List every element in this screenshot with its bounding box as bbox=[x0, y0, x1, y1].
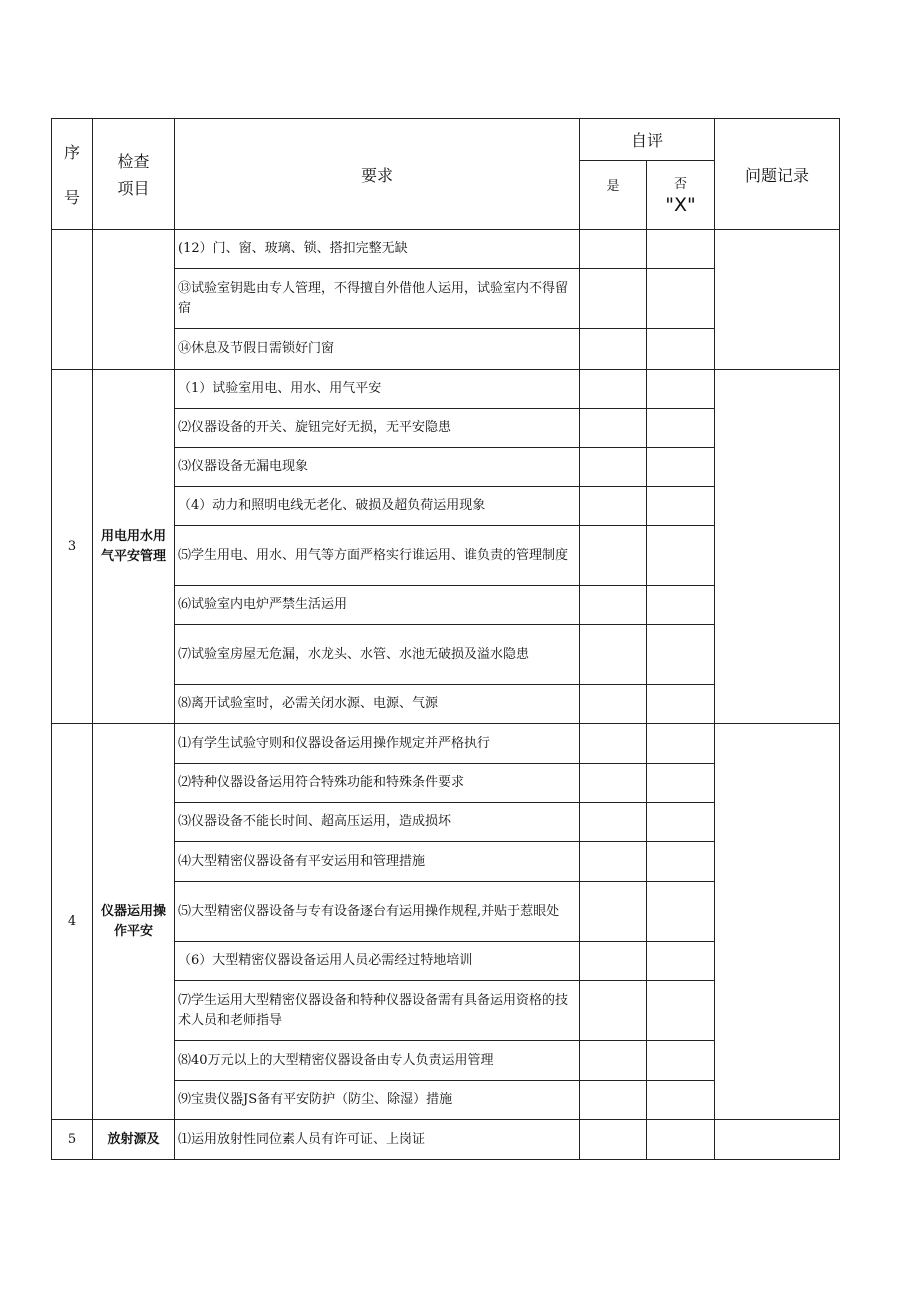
requirement-cell: (12）门、窗、玻璃、锁、搭扣完整无缺 bbox=[175, 230, 580, 269]
no-check-cell[interactable] bbox=[647, 448, 715, 487]
requirement-cell: ⑵仪器设备的开关、旋钮完好无损，无平安隐患 bbox=[175, 409, 580, 448]
header-seq: 序 号 bbox=[52, 119, 93, 230]
no-check-cell[interactable] bbox=[647, 329, 715, 370]
requirement-cell: ⑺试验室房屋无危漏，水龙头、水管、水池无破损及溢水隐患 bbox=[175, 625, 580, 685]
yes-check-cell[interactable] bbox=[580, 764, 647, 803]
no-check-cell[interactable] bbox=[647, 409, 715, 448]
requirement-cell: （1）试验室用电、用水、用气平安 bbox=[175, 370, 580, 409]
yes-check-cell[interactable] bbox=[580, 448, 647, 487]
requirement-cell: ⑶仪器设备无漏电现象 bbox=[175, 448, 580, 487]
issue-record-cell[interactable] bbox=[715, 1120, 840, 1160]
requirement-cell: ⑶仪器设备不能长时间、超高压运用，造成损坏 bbox=[175, 803, 580, 842]
header-yes: 是 bbox=[580, 161, 647, 230]
seq-cell: 3 bbox=[52, 370, 93, 724]
yes-check-cell[interactable] bbox=[580, 981, 647, 1041]
requirement-cell: ⑭休息及节假日需锁好门窗 bbox=[175, 329, 580, 370]
no-check-cell[interactable] bbox=[647, 1081, 715, 1120]
table-row bbox=[52, 724, 840, 764]
seq-cell-blank bbox=[52, 230, 93, 370]
category-cell: 放射源及 bbox=[93, 1120, 175, 1160]
seq-cell: 5 bbox=[52, 1120, 93, 1160]
category-cell-blank bbox=[93, 230, 175, 370]
yes-check-cell[interactable] bbox=[580, 882, 647, 942]
yes-check-cell[interactable] bbox=[580, 1081, 647, 1120]
category-cell: 仪器运用操作平安 bbox=[93, 724, 175, 1120]
yes-check-cell[interactable] bbox=[580, 269, 647, 329]
seq-cell: 4 bbox=[52, 724, 93, 1120]
header-item: 检查 项目 bbox=[93, 119, 175, 230]
no-check-cell[interactable] bbox=[647, 803, 715, 842]
no-check-cell[interactable] bbox=[647, 526, 715, 586]
issue-record-cell[interactable] bbox=[715, 370, 840, 724]
yes-check-cell[interactable] bbox=[580, 724, 647, 764]
requirement-cell: ⑸学生用电、用水、用气等方面严格实行谁运用、谁负责的管理制度 bbox=[175, 526, 580, 586]
no-check-cell[interactable] bbox=[647, 1041, 715, 1081]
no-check-cell[interactable] bbox=[647, 882, 715, 942]
yes-check-cell[interactable] bbox=[580, 329, 647, 370]
no-check-cell[interactable] bbox=[647, 685, 715, 724]
category-cell: 用电用水用气平安管理 bbox=[93, 370, 175, 724]
no-check-cell[interactable] bbox=[647, 942, 715, 981]
yes-check-cell[interactable] bbox=[580, 685, 647, 724]
yes-check-cell[interactable] bbox=[580, 1041, 647, 1081]
requirement-cell: ⑻离开试验室时，必需关闭水源、电源、气源 bbox=[175, 685, 580, 724]
no-check-cell[interactable] bbox=[647, 724, 715, 764]
yes-check-cell[interactable] bbox=[580, 1120, 647, 1160]
requirement-cell: ⑵特种仪器设备运用符合特殊功能和特殊条件要求 bbox=[175, 764, 580, 803]
requirement-cell: ⑴运用放射性同位素人员有许可证、上岗证 bbox=[175, 1120, 580, 1160]
header-requirement: 要求 bbox=[175, 119, 580, 230]
requirement-cell: ⑺学生运用大型精密仪器设备和特种仪器设备需有具备运用资格的技术人员和老师指导 bbox=[175, 981, 580, 1041]
table-row bbox=[52, 230, 840, 269]
yes-check-cell[interactable] bbox=[580, 409, 647, 448]
requirement-cell: ⑹试验室内电炉严禁生活运用 bbox=[175, 586, 580, 625]
requirement-cell: （6）大型精密仪器设备运用人员必需经过特地培训 bbox=[175, 942, 580, 981]
inspection-table bbox=[51, 118, 840, 1160]
yes-check-cell[interactable] bbox=[580, 842, 647, 882]
yes-check-cell[interactable] bbox=[580, 803, 647, 842]
no-check-cell[interactable] bbox=[647, 764, 715, 803]
yes-check-cell[interactable] bbox=[580, 586, 647, 625]
no-check-cell[interactable] bbox=[647, 487, 715, 526]
yes-check-cell[interactable] bbox=[580, 526, 647, 586]
issue-record-cell[interactable] bbox=[715, 230, 840, 370]
table-row bbox=[52, 370, 840, 409]
yes-check-cell[interactable] bbox=[580, 487, 647, 526]
requirement-cell: ⑷大型精密仪器设备有平安运用和管理措施 bbox=[175, 842, 580, 882]
yes-check-cell[interactable] bbox=[580, 230, 647, 269]
requirement-cell: ⑻40万元以上的大型精密仪器设备由专人负责运用管理 bbox=[175, 1041, 580, 1081]
no-check-cell[interactable] bbox=[647, 842, 715, 882]
requirement-cell: ⑼宝贵仪器JS备有平安防护（防尘、除湿）措施 bbox=[175, 1081, 580, 1120]
requirement-cell: ⑸大型精密仪器设备与专有设备逐台有运用操作规程,并贴于惹眼处 bbox=[175, 882, 580, 942]
requirement-cell: ⑬试验室钥匙由专人管理，不得擅自外借他人运用，试验室内不得留宿 bbox=[175, 269, 580, 329]
no-check-cell[interactable] bbox=[647, 1120, 715, 1160]
no-check-cell[interactable] bbox=[647, 625, 715, 685]
header-no: 否 "X" bbox=[647, 161, 715, 230]
table-row bbox=[52, 1120, 840, 1160]
no-check-cell[interactable] bbox=[647, 370, 715, 409]
requirement-cell: （4）动力和照明电线无老化、破损及超负荷运用现象 bbox=[175, 487, 580, 526]
no-check-cell[interactable] bbox=[647, 586, 715, 625]
requirement-cell: ⑴有学生试验守则和仪器设备运用操作规定并严格执行 bbox=[175, 724, 580, 764]
yes-check-cell[interactable] bbox=[580, 370, 647, 409]
yes-check-cell[interactable] bbox=[580, 625, 647, 685]
yes-check-cell[interactable] bbox=[580, 942, 647, 981]
header-issue-record: 问题记录 bbox=[715, 119, 840, 230]
no-check-cell[interactable] bbox=[647, 230, 715, 269]
issue-record-cell[interactable] bbox=[715, 724, 840, 1120]
no-check-cell[interactable] bbox=[647, 269, 715, 329]
header-self-eval: 自评 bbox=[580, 119, 715, 161]
no-mark: "X" bbox=[665, 194, 696, 216]
no-check-cell[interactable] bbox=[647, 981, 715, 1041]
